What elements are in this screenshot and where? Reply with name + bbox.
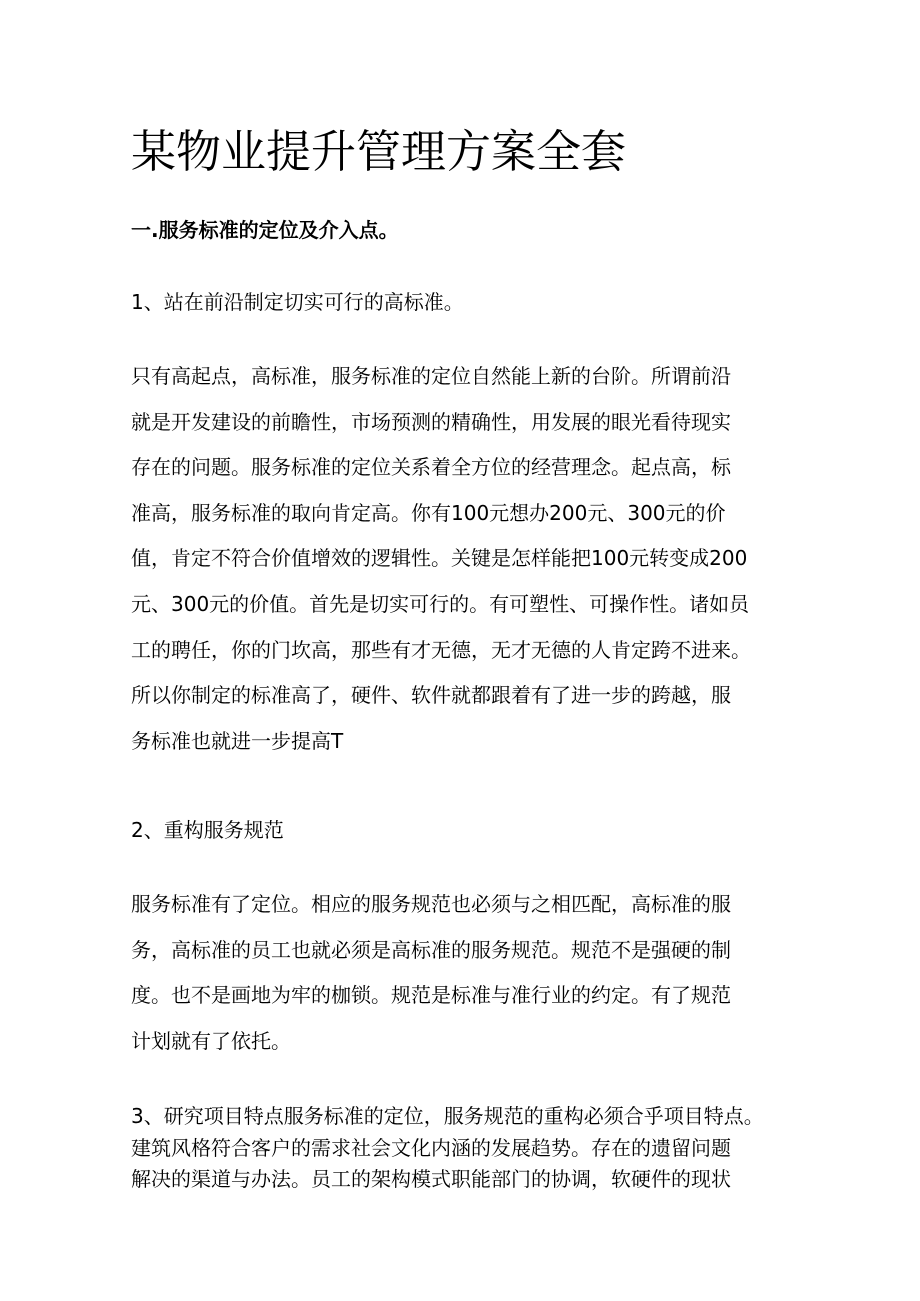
paragraph-line: 服务标准有了定位。相应的服务规范也必须与之相匹配，高标准的服 bbox=[131, 892, 731, 916]
paragraph-line: 建筑风格符合客户的需求社会文化内涵的发展趋势。存在的遗留问题 bbox=[131, 1135, 731, 1160]
subsection-heading-1: 1、站在前沿制定切实可行的高标准。 bbox=[131, 290, 464, 314]
paragraph-2 bbox=[131, 882, 797, 1064]
paragraph-line: 务标准也就进一步提高T bbox=[131, 728, 344, 753]
paragraph-line: 存在的问题。服务标准的定位关系着全方位的经营理念。起点高，标 bbox=[131, 455, 731, 480]
paragraph-line: 就是开发建设的前瞻性，市场预测的精确性，用发展的眼光看待现实 bbox=[131, 409, 731, 434]
paragraph-3 bbox=[131, 1101, 797, 1196]
paragraph-1 bbox=[131, 354, 797, 764]
paragraph-line: 务，高标准的员工也就必须是高标准的服务规范。规范不是强硬的制 bbox=[131, 937, 731, 962]
paragraph-line: 工的聘任，你的门坎高，那些有才无德，无才无德的人肯定跨不进来。 bbox=[131, 637, 751, 662]
subsection-heading-2: 2、重构服务规范 bbox=[131, 818, 284, 842]
paragraph-line: 元、300元的价值。首先是切实可行的。有可塑性、可操作性。诸如员 bbox=[131, 591, 750, 616]
paragraph-line: 3、研究项目特点服务标准的定位，服务规范的重构必须合乎项目特点。 bbox=[131, 1104, 764, 1128]
paragraph-line: 只有高起点，高标准，服务标准的定位自然能上新的台阶。所谓前沿 bbox=[131, 364, 731, 388]
paragraph-line: 值，肯定不符合价值增效的逻辑性。关键是怎样能把100元转变成200 bbox=[131, 546, 748, 571]
paragraph-line: 计划就有了依托。 bbox=[131, 1028, 291, 1053]
paragraph-line: 所以你制定的标准高了，硬件、软件就都跟着有了进一步的跨越，服 bbox=[131, 683, 731, 708]
paragraph-line: 解决的渠道与办法。员工的架构模式职能部门的协调，软硬件的现状 bbox=[131, 1167, 731, 1191]
paragraph-line: 度。也不是画地为牢的枷锁。规范是标准与准行业的约定。有了规范 bbox=[131, 983, 731, 1008]
paragraph-line: 准高，服务标准的取向肯定高。你有100元想办200元、300元的价 bbox=[131, 500, 726, 525]
document-title: 某物业提升管理方案全套 bbox=[131, 125, 627, 178]
section-heading: 一.服务标准的定位及介入点。 bbox=[131, 218, 399, 242]
